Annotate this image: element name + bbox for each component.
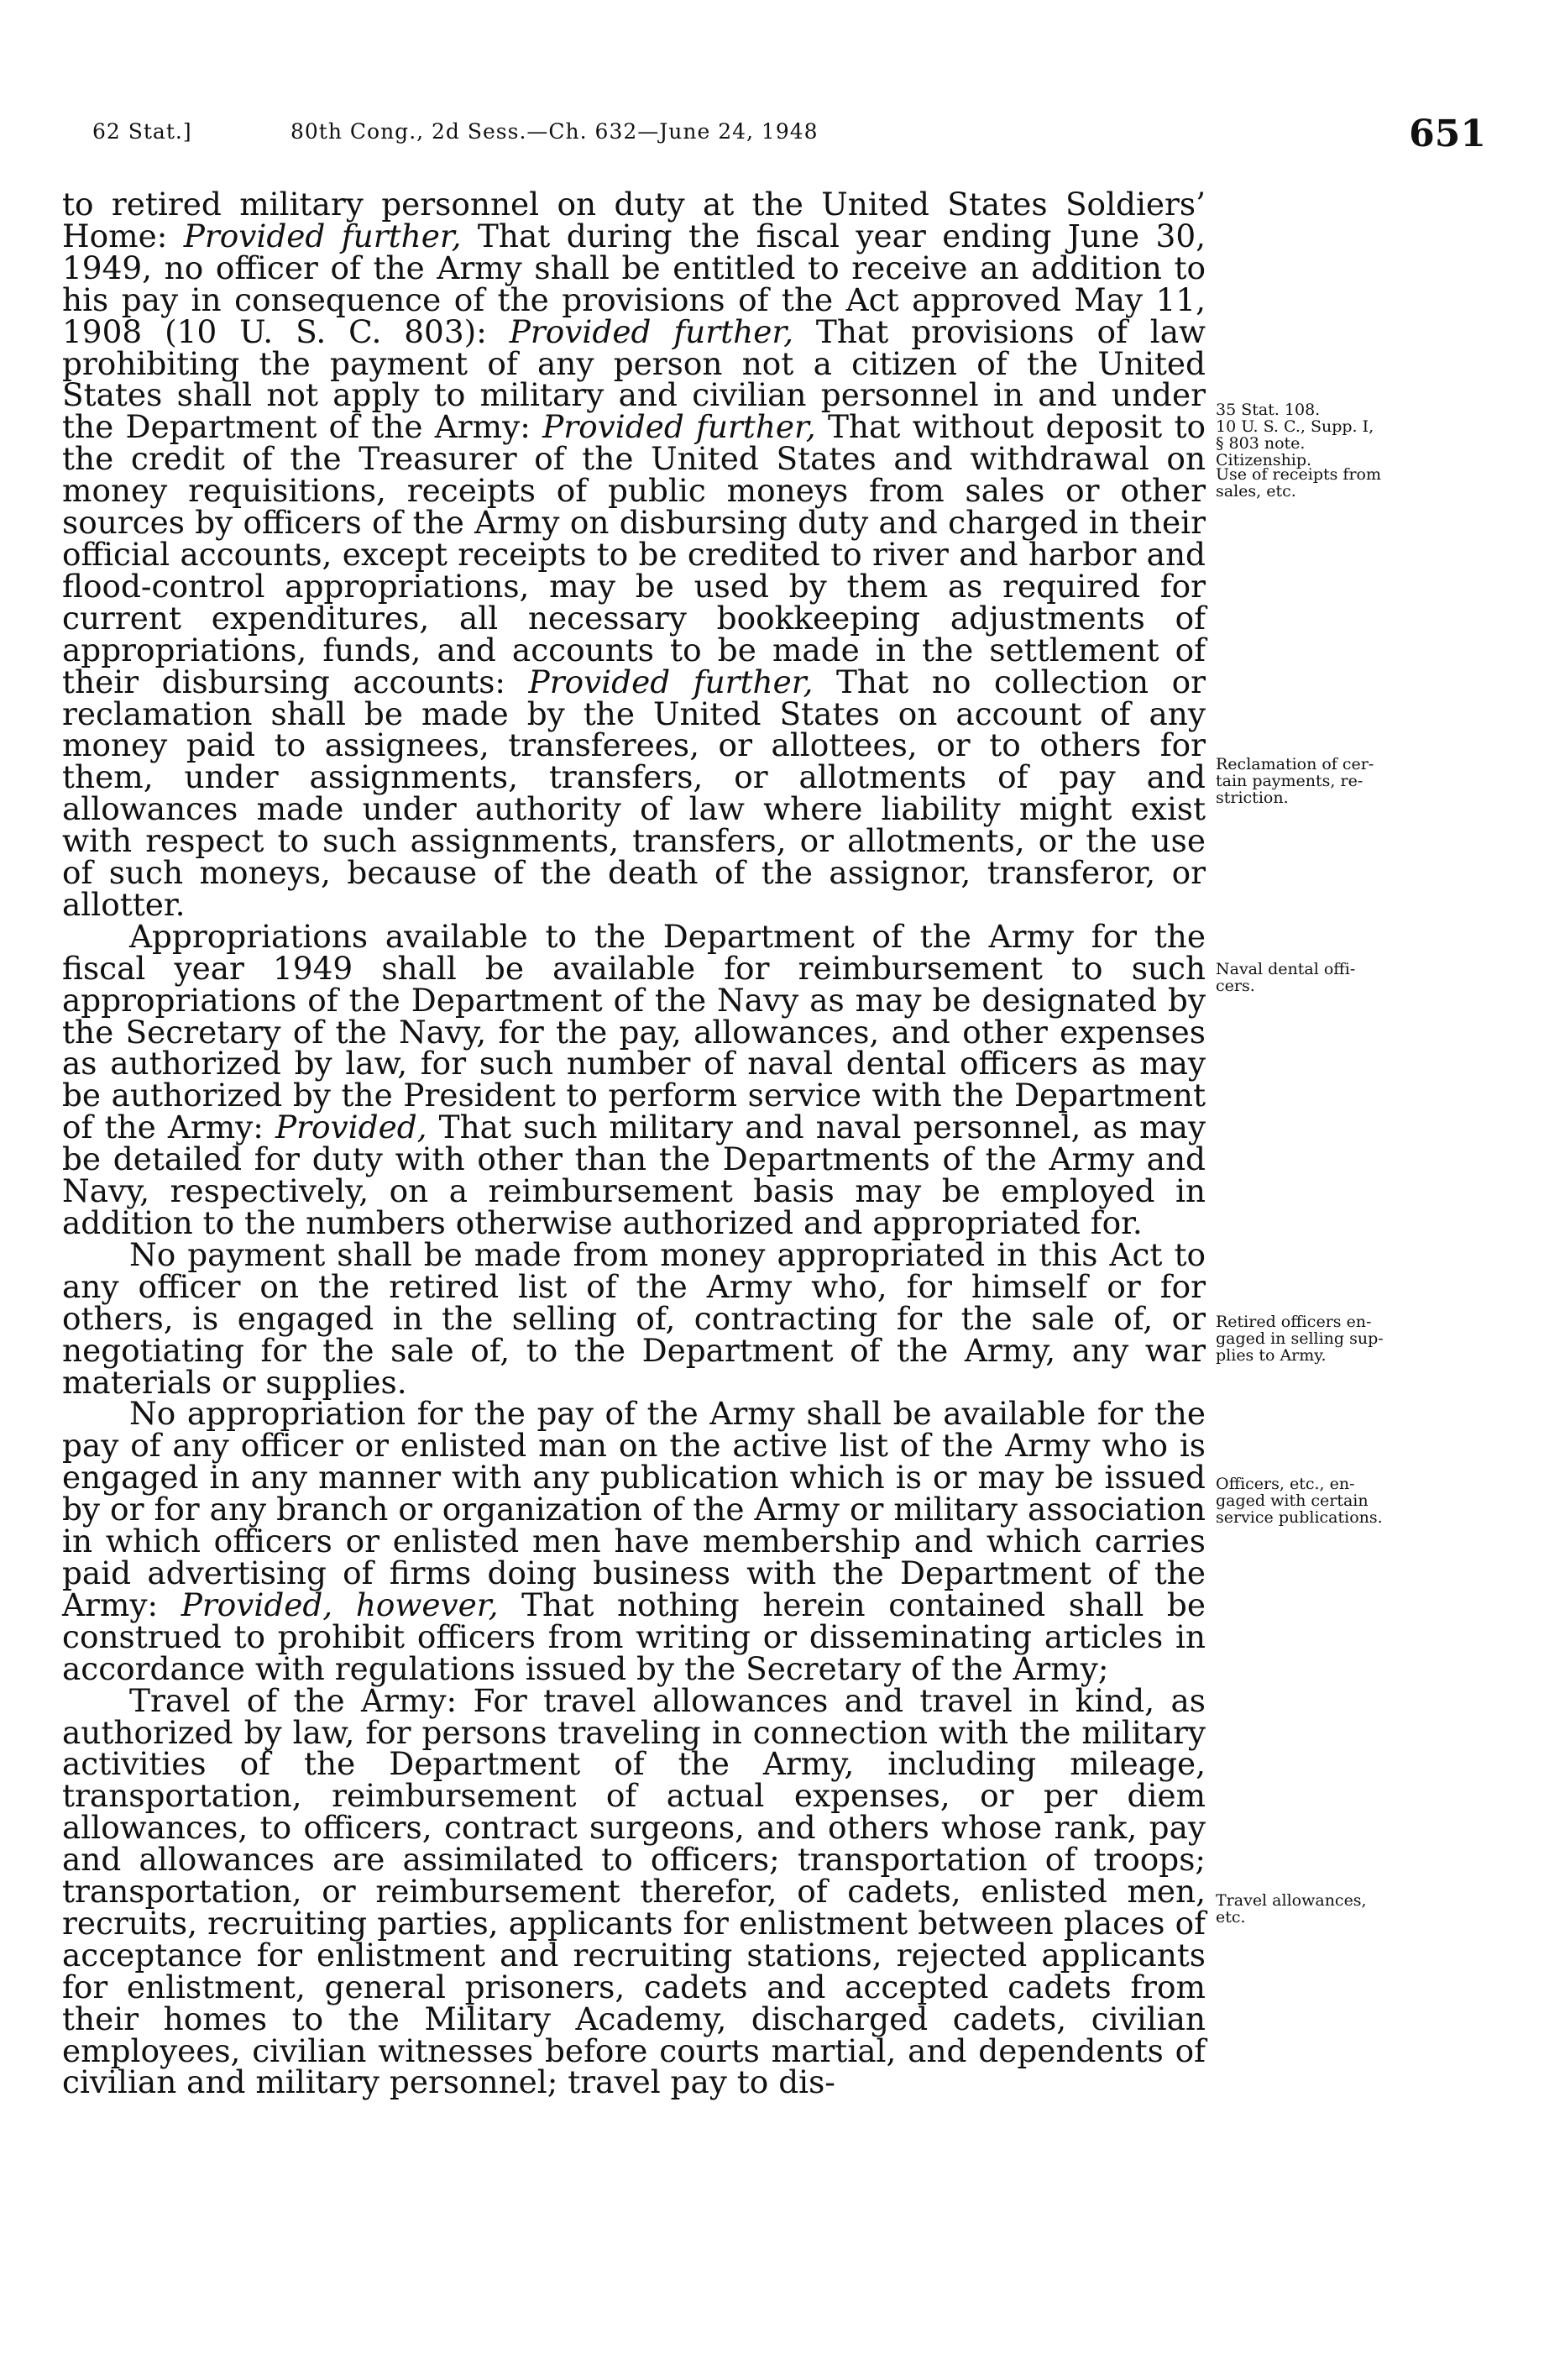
volume-reference: 62 Stat.]: [92, 119, 192, 144]
margin-note-citation: 35 Stat. 108. 10 U. S. C., Supp. I, § 803 note. Citizenship.: [1216, 401, 1374, 469]
page-number: 651: [1409, 113, 1486, 155]
margin-note-reclamation: Reclamation of cer- tain payments, re- striction.: [1216, 755, 1374, 807]
running-head: 80th Cong., 2d Sess.—Ch. 632—June 24, 1948: [290, 119, 819, 144]
margin-note-publications: Officers, etc., en- gaged with certain service publications.: [1216, 1475, 1383, 1527]
margin-note-retired-officers: Retired officers en- gaged in selling sup- plies to Army.: [1216, 1313, 1384, 1365]
margin-note-receipts: Use of receipts from sales, etc.: [1216, 465, 1382, 501]
margin-note-travel: Travel allowances, etc.: [1216, 1891, 1367, 1927]
paragraph-soldiers-home: to retired military personnel on duty at the United States Soldiers’ Home: Provided further, That during the fiscal year ending June 30, 1949, no officer of the Army shall be entitled to receive an addition to his pay in consequence of the provisions of the Act approved May 11, 1908 (10 U. S. C. 803): Provided further, That provisions of law prohibiting the payment of any person not a citizen of the United States shall not apply to military and civilian personnel in and under the Department of the Army: Provided further, That without deposit to the credit of the Treasurer of the United States and withdrawal on money requisitions, receipts of public moneys from sales or other sources by officers of the Army on disbursing duty and charged in their official accounts, except receipts to be credited to river and harbor and flood-control appropriations, may be used by them as required for current expenditures, all necessary bookkeeping adjustments of appropriations, funds, and accounts to be made in the settlement of their disbursing accounts: Provided further, That no collection or reclamation shall be made by the United States on account of any money paid to assignees, transferees, or allottees, or to others for them, under assignments, transfers, or allotments of pay and allowances made under authority of law where liability might exist with respect to such assignments, transfers, or allotments, or the use of such moneys, because of the death of the assignor, transferor, or allotter.: [62, 186, 1206, 923]
page-header: [92, 113, 1486, 170]
paragraph-travel: Travel of the Army: For travel allowances and travel in kind, as authorized by law, for persons traveling in connection with the military activities of the Department of the Army, including mileage, transportation, reimbursement of actual expenses, or per diem allowances, to officers, contract surgeons, and others whose rank, pay and allowances are assimilated to officers; transportation of troops; transportation, or reimbursement therefor, of cadets, enlisted men, recruits, recruiting parties, applicants for enlistment between places of acceptance for enlistment and recruiting stations, rejected applicants for enlistment, general prisoners, cadets and accepted cadets from their homes to the Military Academy, discharged cadets, civilian employees, civilian witnesses before courts martial, and dependents of civilian and military personnel; travel pay to dis-: [62, 1681, 1206, 2101]
paragraph-naval-dental: Appropriations available to the Department of the Army for the fiscal year 1949 shall be available for reimbursement to such appropriations of the Department of the Navy as may be designated by the Secretary of the Navy, for the pay, allowances, and other expenses as authorized by law, for such number of naval dental officers as may be authorized by the President to perform service with the Department of the Army: Provided, That such military and naval personnel, as may be detailed for duty with other than the Departments of the Army and Navy, respectively, on a reimbursement basis may be employed in addition to the numbers otherwise authorized and appropriated for.: [62, 917, 1206, 1241]
paragraph-service-publications: No appropriation for the pay of the Army shall be available for the pay of any officer or enlisted man on the active list of the Army who is engaged in any manner with any publication which is or may be issued by or for any branch or organization of the Army or military association in which officers or enlisted men have membership and which carries paid advertising of firms doing business with the Department of the Army: Provided, however, That nothing herein contained shall be construed to prohibit officers from writing or disseminating articles in accordance with regulations issued by the Secretary of the Army;: [62, 1395, 1206, 1687]
body-text: [62, 186, 1206, 2101]
paragraph-retired-officers: No payment shall be made from money appropriated in this Act to any officer on the retired list of the Army who, for himself or for others, is engaged in the selling of, contracting for the sale of, or negotiating for the sale of, to the Department of the Army, any war materials or supplies.: [62, 1235, 1206, 1401]
margin-note-naval-dental: Naval dental offi- cers.: [1216, 960, 1356, 995]
